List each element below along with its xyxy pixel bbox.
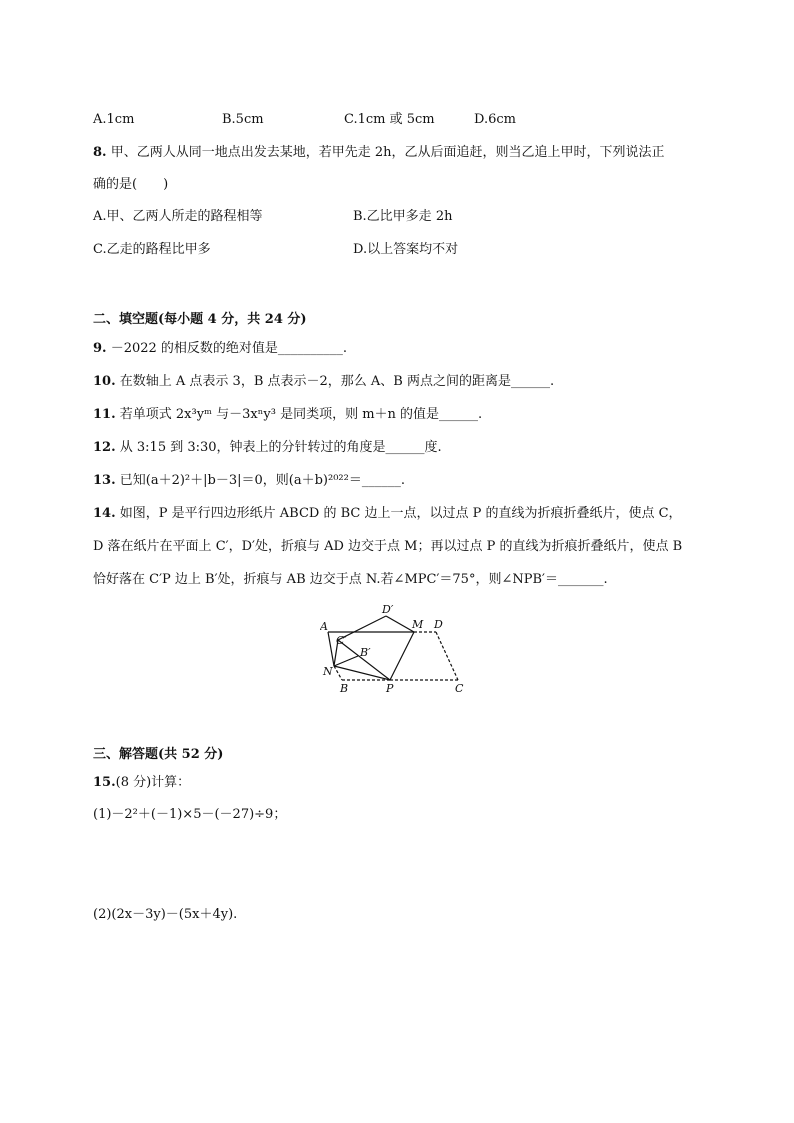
q15 [93,774,190,792]
q8-option-b: B.乙比甲多走 2h [353,209,453,224]
label-d: D [434,618,443,631]
segment-mp [390,632,414,680]
label-n: N [323,665,333,678]
dashed-dc [436,632,458,680]
q14-line1 [93,505,682,523]
q8-stem-2: 确的是( ) [93,177,169,192]
q15-part2: (2)(2x－3y)－(5x＋4y). [93,907,238,922]
q14-stem-1: 如图，P 是平行四边形纸片 ABCD 的 BC 边上一点，以过点 P 的直线为折痕折叠纸片，使点 C， [119,506,682,521]
q7-option-a: A.1cm [93,112,135,127]
q8-option-d: D.以上答案均不对 [353,242,459,257]
section-2-heading: 二、填空题(每小题 4 分，共 24 分) [93,312,307,327]
label-b: B [340,682,349,695]
q7-option-d: D.6cm [474,112,516,127]
q15-text: (8 分)计算： [115,775,191,790]
q15-number: 15. [93,775,116,790]
q13 [93,472,405,490]
label-a: A [320,620,328,633]
q11-text: 若单项式 2x³yᵐ 与－3xⁿy³ 是同类项，则 m＋n 的值是______. [119,407,483,422]
q10 [93,373,554,391]
q8-stem-1: 甲、乙两人从同一地点出发去某地，若甲先走 2h，乙从后面追赶，则当乙追上甲时，下列说法正 [110,145,665,160]
label-m: M [412,618,424,631]
q7-option-b: B.5cm [222,112,264,127]
label-c-prime: C′ [336,634,347,647]
q12-number: 12. [93,440,116,455]
q14-stem-2: D 落在纸片在平面上 C′，D′处，折痕与 AD 边交于点 M；再以过点 P 的直线为折痕折叠纸片，使点 B [93,539,683,554]
label-c: C [455,682,464,695]
q13-number: 13. [93,473,116,488]
q13-text: 已知(a＋2)²＋|b－3|＝0，则(a＋b)²⁰²²＝______. [119,473,405,488]
section-3-heading: 三、解答题(共 52 分) [93,747,224,762]
label-b-prime: B′ [360,646,371,659]
q14-stem-3: 恰好落在 C′P 边上 B′处，折痕与 AB 边交于点 N.若∠MPC′＝75°，则∠NPB′＝_______. [93,572,608,587]
q9-text: －2022 的相反数的绝对值是__________. [110,341,348,356]
segment-md-prime [386,616,414,632]
segment-n-b-prime [334,656,358,666]
q8-line1 [93,144,665,162]
q9 [93,340,347,358]
q9-number: 9. [93,341,107,356]
q8-option-a: A.甲、乙两人所走的路程相等 [93,209,263,224]
label-d-prime: D′ [382,604,394,616]
q10-number: 10. [93,374,116,389]
q8-option-c: C.乙走的路程比甲多 [93,242,211,257]
q15-part1: (1)－2²＋(－1)×5－(－27)÷9； [93,807,287,822]
q14-number: 14. [93,506,116,521]
q11-number: 11. [93,407,116,422]
q14-figure [320,604,480,696]
q12 [93,439,442,457]
q12-text: 从 3:15 到 3:30，钟表上的分针转过的角度是______度. [119,440,442,455]
q7-option-c: C.1cm 或 5cm [344,112,435,127]
q10-text: 在数轴上 A 点表示 3，B 点表示－2，那么 A、B 两点之间的距离是______. [119,374,555,389]
q8-number: 8. [93,145,107,160]
label-p: P [386,682,394,695]
q11 [93,406,482,424]
segment-an [328,632,334,666]
